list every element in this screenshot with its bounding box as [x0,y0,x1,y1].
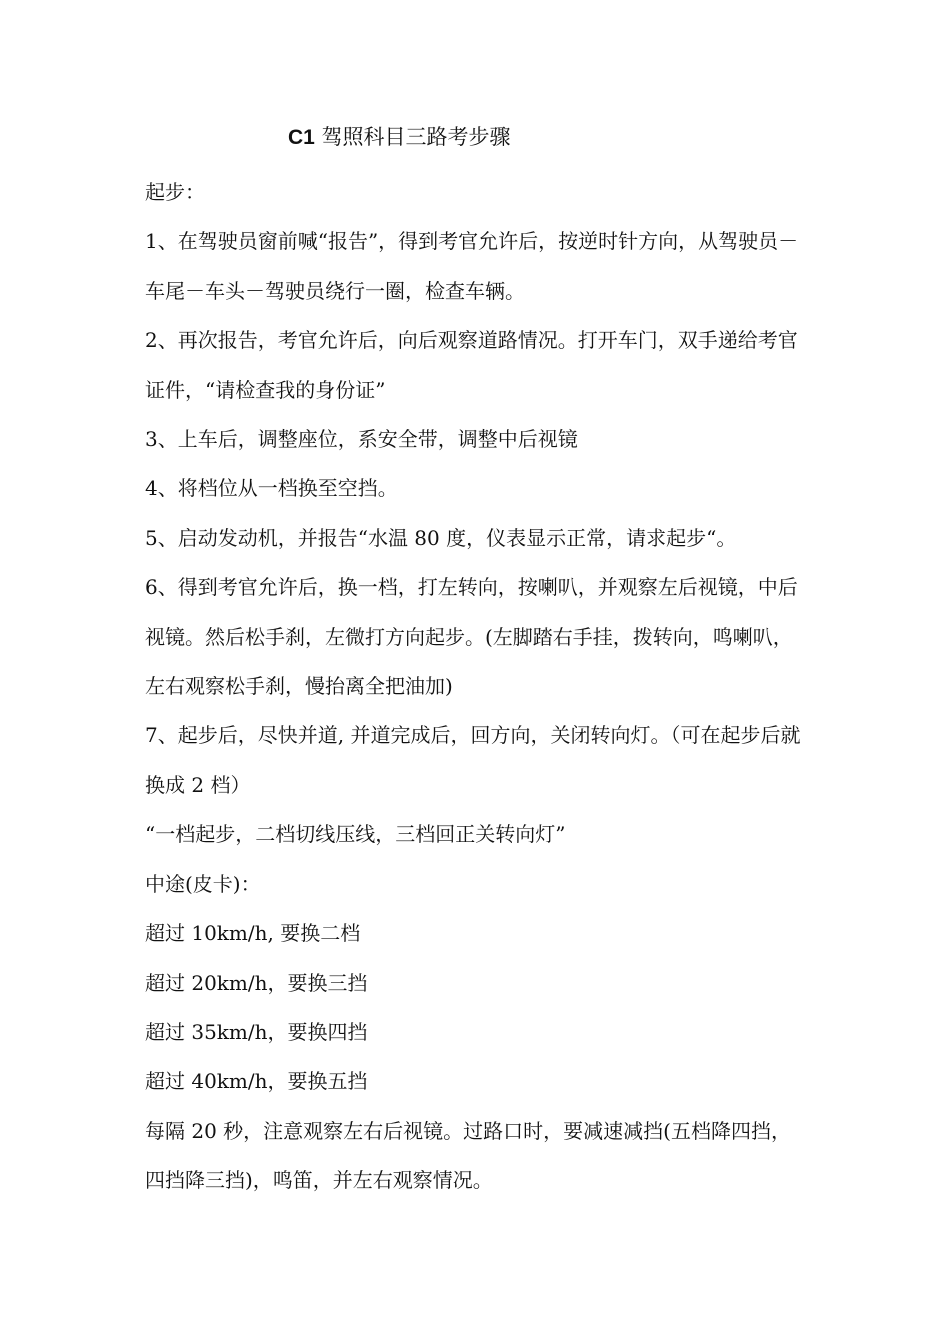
mnemonic-quote: “一档起步，二档切线压线，三档回正关转向灯” [145,822,566,847]
step-2: 2、再次报告，考官允许后，向后观察道路情况。打开车门，双手递给考官证件，“请检查我的身份证” [145,328,798,402]
section-heading-midway: 中途(皮卡)： [145,871,261,896]
observation-note: 每隔 20 秒，注意观察左右后视镜。过路口时，要减速减挡(五档降四挡，四挡降三挡)，鸣笛，并左右观察情况。 [145,1118,791,1193]
step-5: 5、启动发动机，并报告“水温 80 度，仪表显示正常，请求起步“。 [145,525,737,550]
speed-rule-2: 超过 20km/h，要换三挡 [145,970,368,995]
document-body [145,168,810,1206]
step-3: 3、上车后，调整座位，系安全带，调整中后视镜 [145,427,578,452]
speed-rule-4: 超过 40km/h，要换五挡 [145,1069,368,1094]
step-7: 7、起步后，尽快并道, 并道完成后，回方向，关闭转向灯。（可在起步后就换成 2 档） [145,723,801,797]
page-title [288,122,511,153]
step-6: 6、得到考官允许后，换一档，打左转向，按喇叭，并观察左后视镜，中后视镜。然后松手刹，左微打方向起步。(左脚踏右手挂，拨转向，鸣喇叭，左右观察松手刹，慢抬离全把油加) [145,575,798,699]
step-4: 4、将档位从一档换至空挡。 [145,476,398,501]
section-heading-start: 起步： [145,180,205,204]
speed-rule-3: 超过 35km/h，要换四挡 [145,1019,368,1044]
step-1: 1、在驾驶员窗前喊“报告”，得到考官允许后，按逆时针方向，从驾驶员－车尾－车头－驾驶员绕行一圈，检查车辆。 [145,229,799,303]
title-text: 驾照科目三路考步骤 [314,125,511,149]
title-prefix: C1 [288,126,315,149]
speed-rule-1: 超过 10km/h, 要换二档 [145,921,361,946]
